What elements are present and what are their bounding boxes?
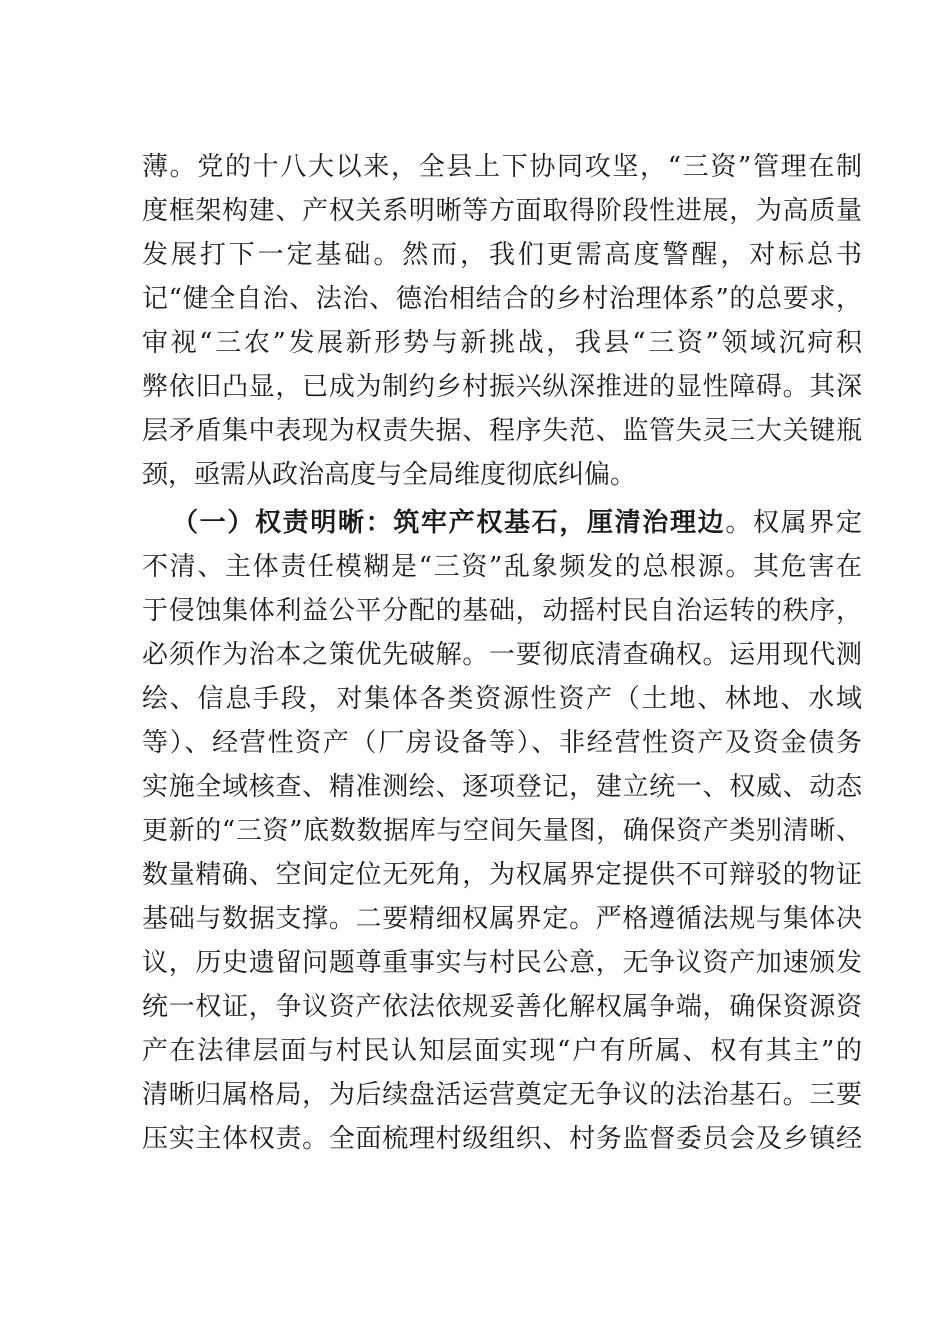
paragraph-1-line-4: 记“健全自治、法治、德治相结合的乡村治理体系”的总要求， bbox=[142, 284, 862, 314]
paragraph-2-line-2: 于侵蚀集体利益公平分配的基础，动摇村民自治运转的秩序， bbox=[142, 596, 862, 626]
paragraph-2-line-14: 压实主体权责。全面梳理村级组织、村务监督委员会及乡镇经 bbox=[142, 1124, 862, 1154]
paragraph-1-line-5: 审视“三农”发展新形势与新挑战，我县“三资”领域沉疴积 bbox=[142, 328, 862, 358]
paragraph-2-line-11: 统一权证，争议资产依法依规妥善化解权属争端，确保资源资 bbox=[142, 992, 862, 1022]
paragraph-2-line-13: 清晰归属格局，为后续盘活运营奠定无争议的法治基石。三要 bbox=[142, 1080, 862, 1110]
paragraph-2-line-9: 基础与数据支撑。二要精细权属界定。严格遵循法规与集体决 bbox=[142, 904, 862, 934]
paragraph-1-line-1: 薄。党的十八大以来，全县上下协同攻坚，“三资”管理在制 bbox=[142, 152, 862, 182]
paragraph-2-line-5: 等）、经营性资产（厂房设备等）、非经营性资产及资金债务 bbox=[142, 728, 862, 758]
paragraph-2-line-10: 议，历史遗留问题尊重事实与村民公意，无争议资产加速颁发 bbox=[142, 948, 862, 978]
paragraph-2-line-3: 必须作为治本之策优先破解。一要彻底清查确权。运用现代测 bbox=[142, 640, 862, 670]
paragraph-2-line-4: 绘、信息手段，对集体各类资源性资产（土地、林地、水域 bbox=[142, 684, 862, 714]
section-heading: （一）权责明晰：筑牢产权基石，厘清治理边 bbox=[172, 508, 726, 538]
paragraph-2-line-7: 更新的“三资”底数数据库与空间矢量图，确保资产类别清晰、 bbox=[142, 816, 862, 846]
section-heading-tail: 。权属界定 bbox=[725, 508, 862, 538]
paragraph-2-line-12: 产在法律层面与村民认知层面实现“户有所属、权有其主”的 bbox=[142, 1036, 862, 1066]
paragraph-2-line-6: 实施全域核查、精准测绘、逐项登记，建立统一、权威、动态 bbox=[142, 772, 862, 802]
paragraph-1-line-7: 层矛盾集中表现为权责失据、程序失范、监管失灵三大关键瓶 bbox=[142, 416, 862, 446]
paragraph-2-heading-line bbox=[172, 501, 862, 545]
paragraph-1-line-3: 发展打下一定基础。然而，我们更需高度警醒，对标总书 bbox=[142, 240, 862, 270]
paragraph-2-line-8: 数量精确、空间定位无死角，为权属界定提供不可辩驳的物证 bbox=[142, 860, 862, 890]
paragraph-1-line-6: 弊依旧凸显，已成为制约乡村振兴纵深推进的显性障碍。其深 bbox=[142, 372, 862, 402]
paragraph-1-line-2: 度框架构建、产权关系明晰等方面取得阶段性进展，为高质量 bbox=[142, 196, 862, 226]
paragraph-1-line-8: 颈，亟需从政治高度与全局维度彻底纠偏。 bbox=[142, 460, 637, 490]
paragraph-2-line-1: 不清、主体责任模糊是“三资”乱象频发的总根源。其危害在 bbox=[142, 552, 862, 582]
